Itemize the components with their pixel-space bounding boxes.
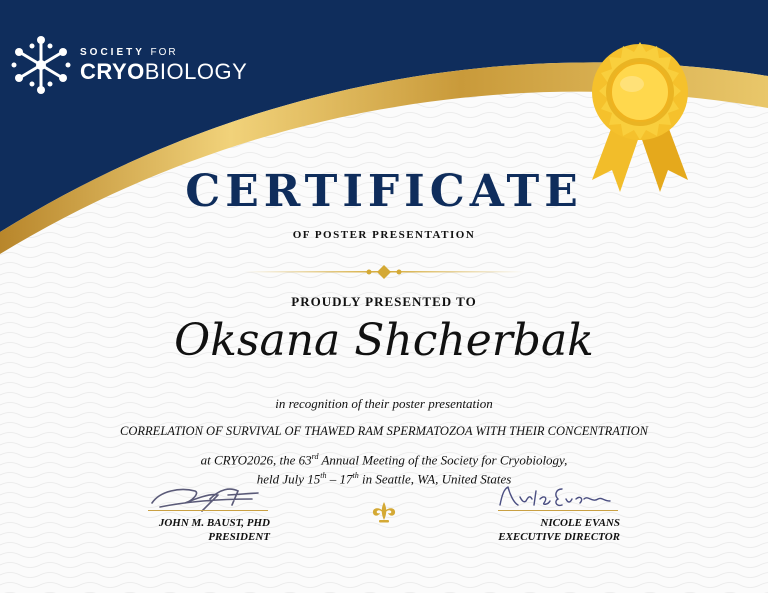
ornamental-divider xyxy=(244,262,524,282)
recognition-text: in recognition of their poster presentation xyxy=(275,396,493,411)
logo-for: FOR xyxy=(150,46,178,58)
meeting-line-1: at CRYO2026, the 63rd Annual Meeting of the Society for Cryobiology, xyxy=(200,452,568,468)
snowflake-molecule-icon xyxy=(10,34,72,96)
certificate-subtitle: OF POSTER PRESENTATION xyxy=(292,229,476,241)
meeting-line-2: held July 15th – 17th in Seattle, WA, United States xyxy=(256,471,512,487)
signature-line xyxy=(148,510,268,511)
director-role: EXECUTIVE DIRECTOR xyxy=(498,531,620,543)
certificate-title: CERTIFICATE xyxy=(185,166,583,217)
signature-line xyxy=(498,510,618,511)
poster-title: CORRELATION OF SURVIVAL OF THAWED RAM SPERMATOZOA WITH THEIR CONCENTRATION xyxy=(120,424,648,438)
logo-society: SOCIETY xyxy=(80,46,145,58)
recipient-name: Oksana Shcherbak xyxy=(174,315,594,366)
director-name: NICOLE EVANS xyxy=(540,517,620,529)
meeting-details xyxy=(0,449,768,488)
president-role: PRESIDENT xyxy=(208,531,270,543)
signature-president xyxy=(140,481,270,513)
logo-biology: BIOLOGY xyxy=(144,58,248,84)
signature-director xyxy=(490,481,620,513)
president-name: JOHN M. BAUST, PHD xyxy=(158,517,270,529)
presented-to-label: PROUDLY PRESENTED TO xyxy=(291,294,477,309)
president-signatory xyxy=(159,516,270,544)
logo-text xyxy=(80,48,247,83)
director-signatory xyxy=(498,516,620,544)
fleur-ornament-icon xyxy=(369,500,399,526)
logo-cryo: CRYO xyxy=(80,58,145,84)
society-logo xyxy=(10,34,247,96)
